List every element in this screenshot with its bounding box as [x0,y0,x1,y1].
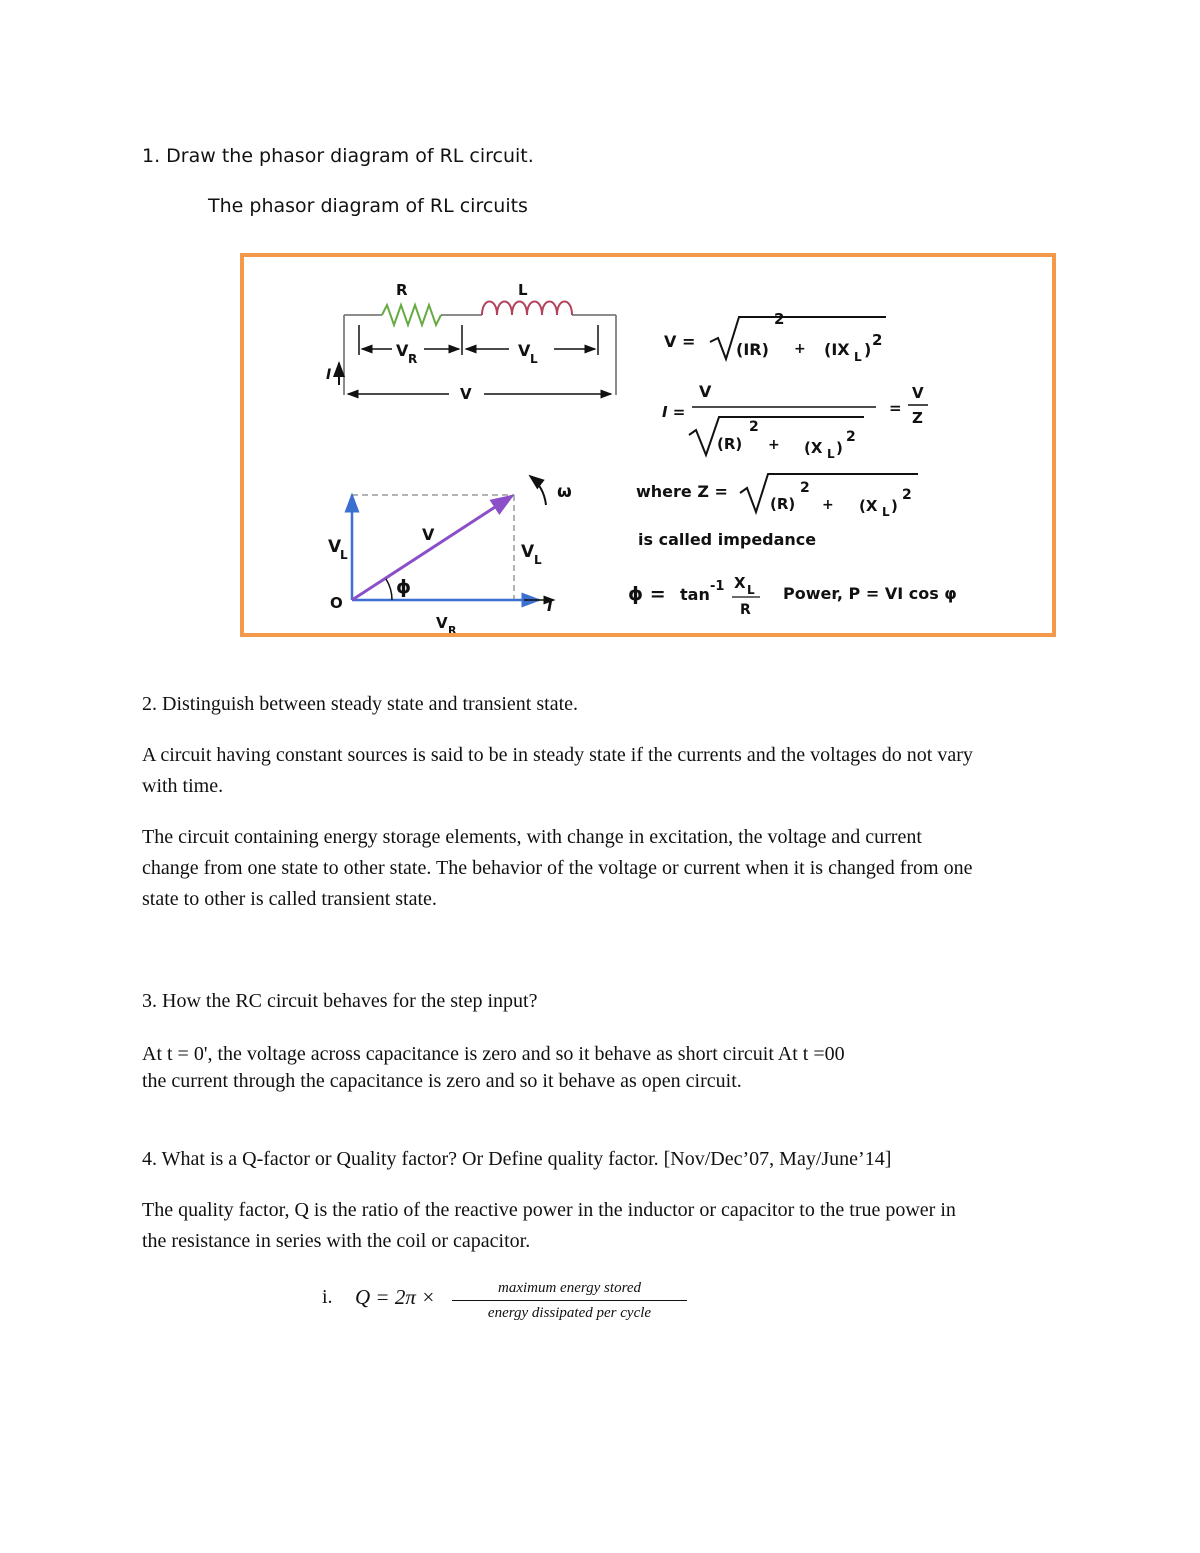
omega-arrow [530,476,546,505]
phi-den: R [740,602,751,618]
i-formula-lhs: I = [662,403,686,421]
q2-para2-line2: change from one state to other state. The behavior of the voltage or current when it is changed from one [142,857,973,879]
i-term1: (R) [717,435,743,453]
phi-tan: tan [680,585,710,604]
vl-right-sub: L [534,553,542,567]
q2-para2-line1: The circuit containing energy storage elements, with change in excitation, the voltage and current [142,826,922,848]
v-term1-exp: 2 [774,310,785,328]
z-term2-sub: L [882,505,890,519]
inductor-coil [482,302,572,316]
i-term1-exp: 2 [749,419,759,435]
vr-bottom-sub: R [448,624,457,633]
q1-question: 1. Draw the phasor diagram of RL circuit. [142,145,534,167]
i-term2-sub: L [827,447,835,461]
vl-left-label: V [328,537,342,557]
i-rhs-num: V [912,384,924,402]
z-formula-lhs: where Z = [636,482,728,501]
vl-sub: L [530,352,538,366]
phi-arc [386,579,392,600]
resistor-zigzag [382,305,441,325]
vl-right-label: V [521,542,535,562]
z-plus: + [822,497,834,513]
phi-label: ϕ [396,576,412,598]
v-formula-lhs: V = [664,332,696,351]
z-term2: (X [859,497,878,515]
q1-subtitle: The phasor diagram of RL circuits [208,195,528,217]
rl-phasor-figure [240,253,1056,637]
vr-bottom-label: V [436,614,448,632]
vl-left-sub: L [340,548,348,562]
vl-label: V [518,341,531,360]
v-term2-sub: L [854,350,862,364]
i-term2-exp: 2 [846,429,856,445]
q4-line1: The quality factor, Q is the ratio of the reactive power in the inductor or capacitor to the true power in [142,1199,956,1221]
v-plus: + [794,341,806,357]
origin-label: O [330,594,343,612]
i-label: I [326,367,332,383]
z-term1-exp: 2 [800,480,810,496]
figure-canvas [244,257,1052,633]
l-label: L [518,281,528,299]
phi-formula-lhs: ϕ = [628,583,666,605]
i-term2: (X [804,439,823,457]
rl-circuit [326,281,616,403]
q4-formula-fraction [452,1278,687,1322]
q4-formula-lhs: Q = 2π × [355,1285,436,1309]
v-term2-close: ) [864,340,872,359]
phi-num: X [734,574,746,592]
v-term1: (IR) [736,340,769,359]
v-term2: (IX [824,340,850,359]
v-term2-exp: 2 [872,331,883,349]
q4-formula-numerator: maximum energy stored [497,1280,642,1296]
i-rhs-den: Z [912,409,923,427]
z-term1: (R) [770,495,796,513]
q2-para1-line2: with time. [142,775,224,797]
r-label: R [396,281,408,299]
q3-question: 3. How the RC circuit behaves for the step input? [142,990,538,1012]
i-equals: = [889,399,902,417]
z-term2-close: ) [891,497,898,515]
q4-formula-denominator: energy dissipated per cycle [487,1305,652,1321]
q3-line2: the current through the capacitance is zero and so it behave as open circuit. [142,1070,742,1092]
impedance-text: is called impedance [638,530,817,549]
omega-label: ω [557,482,572,502]
phi-num-sub: L [747,583,755,597]
power-formula: Power, P = VI cos φ [783,584,957,603]
q4-line2: the resistance in series with the coil or capacitor. [142,1230,531,1252]
phasor-diagram [328,476,572,633]
i-numerator: V [699,382,712,401]
vr-label: V [396,341,409,360]
formulas [628,310,957,618]
q4-question: 4. What is a Q-factor or Quality factor? Or Define quality factor. [Nov/Dec’07, May/June’14] [142,1148,892,1170]
phi-tan-exp: -1 [710,579,725,594]
q3-line1: At t = 0', the voltage across capacitance is zero and so it behave as short circuit At t =00 [142,1043,845,1065]
z-term2-exp: 2 [902,487,912,503]
i-term2-close: ) [836,439,843,457]
q2-para2-line3: state to other is called transient state. [142,888,437,910]
v-label: V [460,385,472,403]
vr-sub: R [408,352,418,366]
v-phasor-label: V [422,525,435,544]
q4-formula-index: i. [322,1286,333,1308]
q4-formula-bar [452,1300,687,1301]
i-plus: + [768,437,780,453]
q2-para1-line1: A circuit having constant sources is said to be in steady state if the currents and the voltages do not vary [142,744,973,766]
v-phasor [352,496,512,600]
i-phasor-label: I [547,597,553,615]
q2-question: 2. Distinguish between steady state and transient state. [142,693,579,715]
